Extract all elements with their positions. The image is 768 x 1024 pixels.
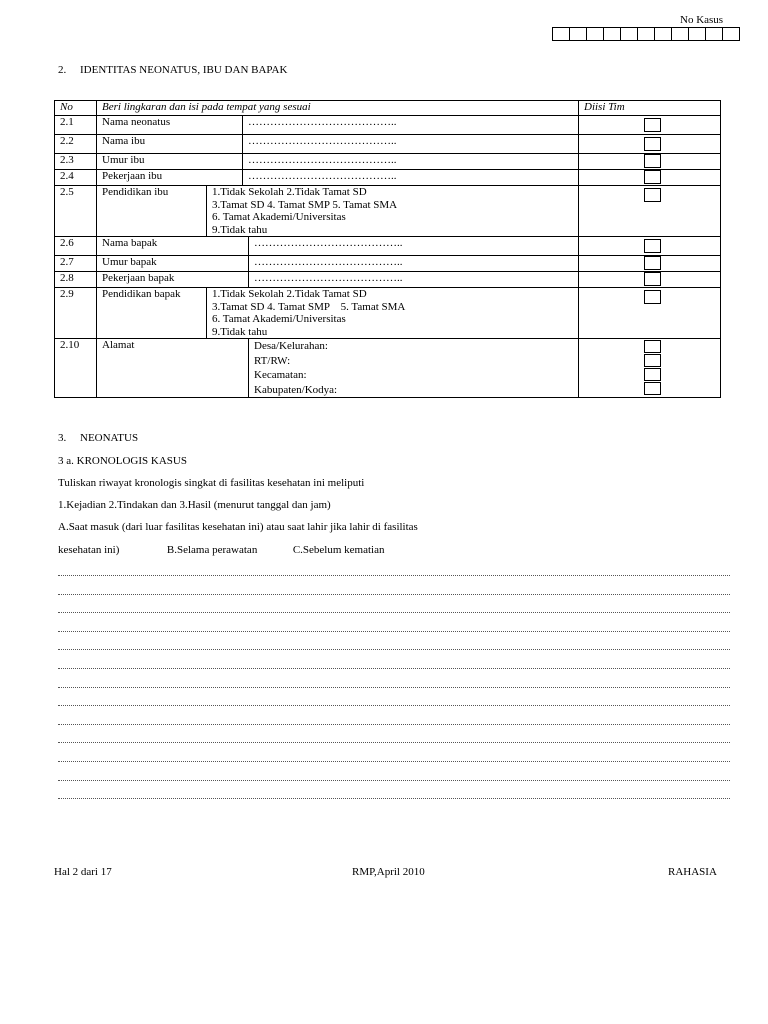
footer-center: RMP,April 2010 (352, 866, 425, 878)
team-checkbox[interactable] (644, 118, 661, 132)
writing-line[interactable] (58, 724, 730, 725)
no-kasus-digit-box[interactable] (621, 27, 638, 41)
section-2-heading: IDENTITAS NEONATUS, IBU DAN BAPAK (80, 64, 288, 76)
team-checkbox[interactable] (644, 256, 661, 270)
writing-line[interactable] (58, 668, 730, 669)
confidential-label: RAHASIA (668, 866, 717, 878)
row-fill-dots[interactable]: ………………………………….. (243, 116, 579, 135)
row-no: 2.7 (55, 256, 97, 272)
team-checkbox[interactable] (644, 354, 661, 367)
option-line[interactable]: 3.Tamat SD 4. Tamat SMP 5. Tamat SMA (212, 198, 398, 211)
instruction-line-last (58, 544, 384, 556)
table-header-row (55, 101, 721, 116)
team-checkbox[interactable] (644, 188, 661, 202)
row-no: 2.6 (55, 237, 97, 256)
table-row (55, 116, 721, 135)
subsection-title: 3 a. KRONOLOGIS KASUS (58, 455, 187, 467)
row-no: 2.4 (55, 170, 97, 186)
no-kasus-label: No Kasus (680, 14, 724, 26)
no-kasus-digit-box[interactable] (689, 27, 706, 41)
writing-line[interactable] (58, 594, 730, 595)
no-kasus-digit-box[interactable] (552, 27, 570, 41)
row-label: Nama neonatus (97, 116, 243, 135)
table-row (55, 186, 721, 237)
team-checkbox-cell[interactable] (579, 288, 721, 339)
no-kasus-digit-box[interactable] (587, 27, 604, 41)
instruction-line: Tuliskan riwayat kronologis singkat di fasilitas kesehatan ini meliputi (58, 477, 365, 489)
row-label: Alamat (97, 339, 249, 398)
section-3-number: 3. (58, 432, 67, 444)
team-checkbox-cell[interactable] (579, 154, 721, 170)
row-no: 2.8 (55, 272, 97, 288)
team-checkbox[interactable] (644, 382, 661, 395)
no-kasus-digit-box[interactable] (723, 27, 740, 41)
writing-line[interactable] (58, 798, 730, 799)
row-no: 2.1 (55, 116, 97, 135)
no-kasus-digit-box[interactable] (638, 27, 655, 41)
team-checkbox-cell[interactable] (579, 339, 721, 398)
address-line[interactable]: Kabupaten/Kodya: (254, 383, 338, 396)
team-checkbox-cell[interactable] (579, 272, 721, 288)
address-fields[interactable] (249, 339, 579, 398)
phase-a-cont: kesehatan ini) (58, 544, 120, 556)
row-fill-dots[interactable]: ………………………………….. (243, 170, 579, 186)
writing-line[interactable] (58, 649, 730, 650)
row-no: 2.2 (55, 135, 97, 154)
option-line[interactable]: 3.Tamat SD 4. Tamat SMP 5. Tamat SMA (212, 300, 406, 313)
team-checkbox-cell[interactable] (579, 256, 721, 272)
header-no: No (55, 101, 97, 116)
team-checkbox[interactable] (644, 368, 661, 381)
instruction-line: 1.Kejadian 2.Tindakan dan 3.Hasil (menurut tanggal dan jam) (58, 499, 331, 511)
instruction-line: A.Saat masuk (dari luar fasilitas kesehatan ini) atau saat lahir jika lahir di fasilitas (58, 521, 418, 533)
header-team: Diisi Tim (579, 101, 721, 116)
section-2-title (58, 64, 287, 76)
row-label: Nama bapak (97, 237, 249, 256)
section-3-title (58, 432, 138, 444)
team-checkbox[interactable] (644, 154, 661, 168)
team-checkbox-cell[interactable] (579, 237, 721, 256)
team-checkbox-cell[interactable] (579, 170, 721, 186)
team-checkbox-cell[interactable] (579, 135, 721, 154)
row-label: Umur ibu (97, 154, 243, 170)
table-row (55, 339, 721, 398)
row-label: Pekerjaan bapak (97, 272, 249, 288)
row-fill-dots[interactable]: ………………………………….. (249, 237, 579, 256)
phase-b: B.Selama perawatan (166, 544, 258, 556)
table-row (55, 272, 721, 288)
option-line[interactable]: 1.Tidak Sekolah 2.Tidak Tamat SD (212, 186, 367, 198)
writing-line[interactable] (58, 780, 730, 781)
team-checkbox[interactable] (644, 239, 661, 253)
table-row (55, 237, 721, 256)
education-options[interactable] (207, 186, 579, 237)
row-no: 2.10 (55, 339, 97, 398)
header-instruction: Beri lingkaran dan isi pada tempat yang sesuai (97, 101, 579, 116)
option-line[interactable]: 6. Tamat Akademi/Universitas (212, 211, 346, 223)
row-label: Pendidikan bapak (97, 288, 207, 339)
option-line[interactable]: 1.Tidak Sekolah 2.Tidak Tamat SD (212, 288, 367, 300)
section-2-number: 2. (58, 64, 67, 76)
address-line[interactable]: Desa/Kelurahan: (254, 340, 328, 352)
row-fill-dots[interactable]: ………………………………….. (243, 135, 579, 154)
no-kasus-digit-box[interactable] (570, 27, 587, 41)
row-fill-dots[interactable]: ………………………………….. (249, 272, 579, 288)
identity-table (54, 100, 721, 398)
section-3-heading: NEONATUS (80, 432, 139, 444)
row-no: 2.9 (55, 288, 97, 339)
table-row (55, 135, 721, 154)
address-line[interactable]: RT/RW: (254, 354, 291, 367)
table-row (55, 288, 721, 339)
address-line[interactable]: Kecamatan: (254, 369, 307, 381)
no-kasus-digit-box[interactable] (655, 27, 672, 41)
row-label: Pendidikan ibu (97, 186, 207, 237)
team-checkbox[interactable] (644, 170, 661, 184)
option-line[interactable]: 6. Tamat Akademi/Universitas (212, 313, 346, 325)
writing-line[interactable] (58, 612, 730, 613)
writing-line[interactable] (58, 742, 730, 743)
education-options[interactable] (207, 288, 579, 339)
option-line[interactable]: 9.Tidak tahu (212, 223, 268, 236)
team-checkbox[interactable] (644, 137, 661, 151)
no-kasus-digit-box[interactable] (672, 27, 689, 41)
team-checkbox-cell[interactable] (579, 186, 721, 237)
team-checkbox[interactable] (644, 290, 661, 304)
row-no: 2.5 (55, 186, 97, 237)
row-label: Nama ibu (97, 135, 243, 154)
option-line[interactable]: 9.Tidak tahu (212, 325, 268, 338)
writing-line[interactable] (58, 631, 730, 632)
team-checkbox[interactable] (644, 340, 661, 353)
row-fill-dots[interactable]: ………………………………….. (243, 154, 579, 170)
phase-c: C.Sebelum kematian (292, 544, 385, 556)
page-number: Hal 2 dari 17 (54, 866, 112, 878)
writing-line[interactable] (58, 761, 730, 762)
row-label: Pekerjaan ibu (97, 170, 243, 186)
writing-line[interactable] (58, 575, 730, 576)
writing-line[interactable] (58, 687, 730, 688)
writing-line[interactable] (58, 705, 730, 706)
no-kasus-digit-box[interactable] (706, 27, 723, 41)
row-label: Umur bapak (97, 256, 249, 272)
row-fill-dots[interactable]: ………………………………….. (249, 256, 579, 272)
table-row (55, 154, 721, 170)
no-kasus-digit-box[interactable] (604, 27, 621, 41)
team-checkbox[interactable] (644, 272, 661, 286)
row-no: 2.3 (55, 154, 97, 170)
team-checkbox-cell[interactable] (579, 116, 721, 135)
no-kasus-boxes[interactable] (552, 27, 740, 41)
table-row (55, 256, 721, 272)
table-row (55, 170, 721, 186)
